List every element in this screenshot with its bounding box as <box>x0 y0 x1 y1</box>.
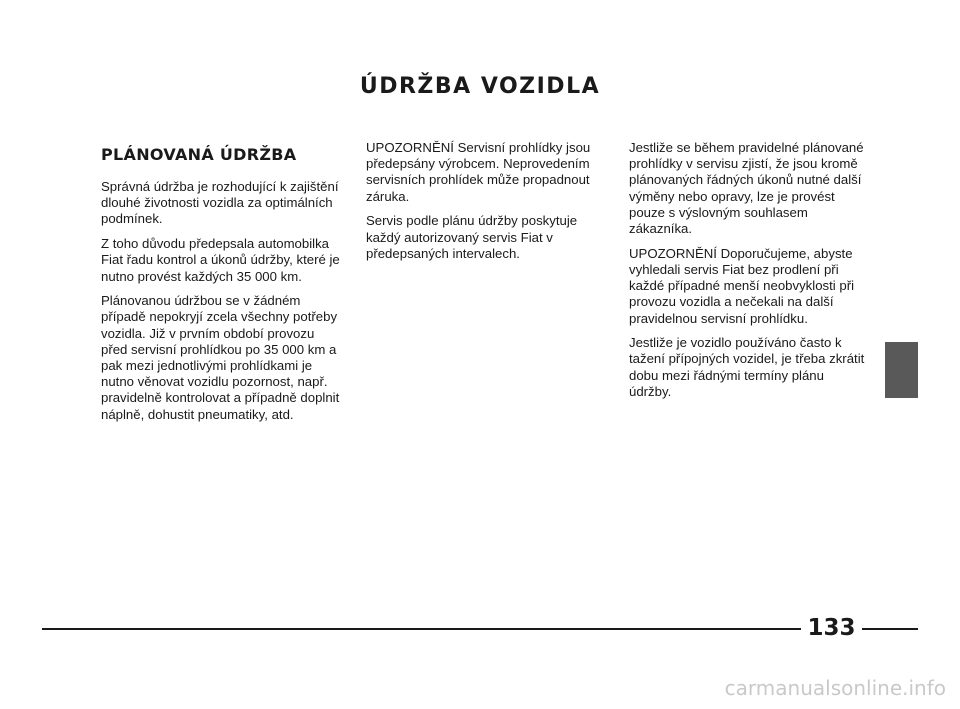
footer-rule-left <box>42 628 801 630</box>
paragraph: Správná údržba je rozhodující k zajištění dlouhé životnosti vozidla za optimálních podmínek. <box>101 179 339 227</box>
paragraph: Jestliže se během pravidelné plánované prohlídky v servisu zjistí, že jsou kromě plánovaných řádných úkonů nutné další výměny nebo opravy, lze je provést pouze s výslovným souhlasem zákazníka. <box>629 140 864 237</box>
paragraph: Jestliže je vozidlo používáno často k tažení přípojných vozidel, je třeba zkrátit dobu mezi řádnými termíny plánu údržby. <box>629 335 865 399</box>
watermark: carmanualsonline.info <box>724 676 946 700</box>
section-thumb-tab <box>885 342 918 398</box>
page-number: 133 <box>807 615 856 641</box>
page-title: ÚDRŽBA VOZIDLA <box>359 74 601 99</box>
paragraph: UPOZORNĚNÍ Doporučujeme, abyste vyhledali servis Fiat bez prodlení při každé případné menší neobvyklosti při provozu vozidla a nečekali na další pravidelnou servisní prohlídku. <box>629 245 855 326</box>
paragraph: Z toho důvodu předepsala automobilka Fiat řadu kontrol a úkonů údržby, které je nutno provést každých 35 000 km. <box>101 236 340 284</box>
paragraph: UPOZORNĚNÍ Servisní prohlídky jsou předepsány výrobcem. Neprovedením servisních prohlídek může propadnout záruka. <box>366 140 591 204</box>
paragraph: Plánovanou údržbou se v žádném případě nepokryjí zcela všechny potřeby vozidla. Již v prvním období provozu před servisní prohlídkou po 35 000 km a pak mezi jednotlivými prohlídkami je nutno věnovat vozidlu pozornost, např. pravidelně kontrolovat a případně doplnit náplně, dohustit pneumatiky, atd. <box>101 293 340 422</box>
text-column-3 <box>629 140 869 409</box>
section-heading: PLÁNOVANÁ ÚDRŽBA <box>101 145 297 164</box>
footer-rule-right <box>862 628 918 630</box>
text-column-2 <box>366 140 606 270</box>
text-column-1 <box>101 145 341 431</box>
paragraph: Servis podle plánu údržby poskytuje každý autorizovaný servis Fiat v předepsaných intervalech. <box>366 213 578 261</box>
